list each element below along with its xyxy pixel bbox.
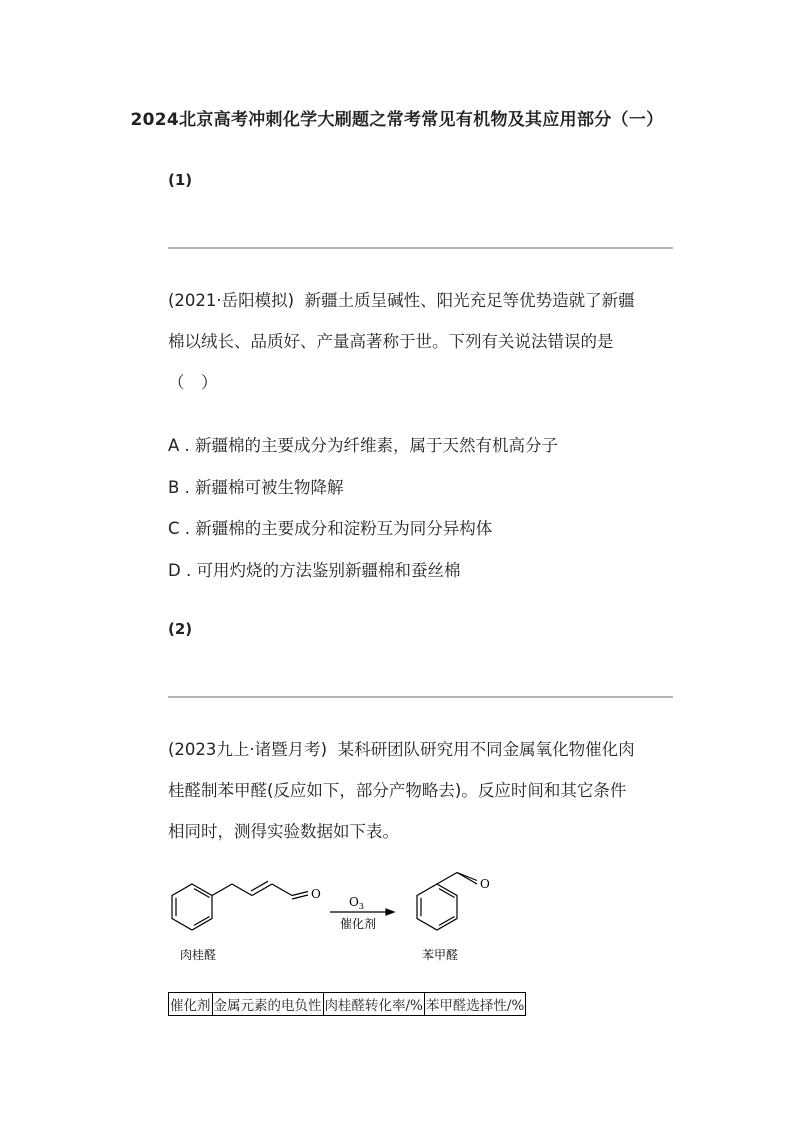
reagent-catalyst: 催化剂 [340, 917, 377, 931]
question-source: (2021·岳阳模拟) [168, 291, 295, 310]
stem-line: 桂醛制苯甲醛(反应如下，部分产物略去)。反应时间和其它条件 [168, 781, 627, 800]
stem-line: 相同时，测得实验数据如下表。 [168, 822, 399, 841]
benzene-ring [172, 884, 212, 930]
divider [168, 247, 673, 249]
reagent-ozone: $O_3$ [349, 895, 364, 911]
divider [168, 696, 673, 698]
stem-text: 新疆土质呈碱性、阳光充足等优势造就了新疆 [304, 291, 635, 310]
table-header-row [169, 993, 526, 1016]
question-source: (2023九上·诸暨月考) [168, 740, 328, 759]
aldehyde-oxygen-label: O [311, 887, 321, 901]
stem-line: 棉以绒长、品质好、产量高著称于世。下列有关说法错误的是 [168, 332, 614, 351]
stem-line [168, 729, 678, 770]
reactant-label: 肉桂醛 [180, 948, 217, 962]
option-d: D . 可用灼烧的方法鉴别新疆棉和蚕丝棉 [168, 561, 461, 580]
table-header: 苯甲醛选择性/% [424, 993, 525, 1016]
question-number-1: (1) [168, 171, 193, 189]
table-header: 金属元素的电负性 [212, 993, 323, 1016]
question-2-stem [168, 729, 678, 852]
option-a: A . 新疆棉的主要成分为纤维素，属于天然有机高分子 [168, 436, 559, 455]
question-number-2: (2) [168, 620, 193, 638]
table-header: 肉桂醛转化率/% [323, 993, 424, 1016]
question-1-stem [168, 280, 678, 403]
benzene-ring [417, 884, 457, 930]
stem-text: 某科研团队研究用不同金属氧化物催化肉 [337, 740, 635, 759]
reaction-scheme [160, 862, 540, 972]
aldehyde-oxygen-label: O [480, 877, 490, 891]
catalyst-data-table [168, 992, 526, 1016]
option-c: C . 新疆棉的主要成分和淀粉互为同分异构体 [168, 519, 493, 538]
stem-line: （ ） [168, 373, 218, 392]
option-b: B . 新疆棉可被生物降解 [168, 478, 344, 497]
product-label: 苯甲醛 [422, 948, 459, 962]
stem-line [168, 280, 678, 321]
page-title: 2024北京高考冲刺化学大刷题之常考常见有机物及其应用部分（一） [130, 110, 664, 130]
table-header: 催化剂 [169, 993, 213, 1016]
